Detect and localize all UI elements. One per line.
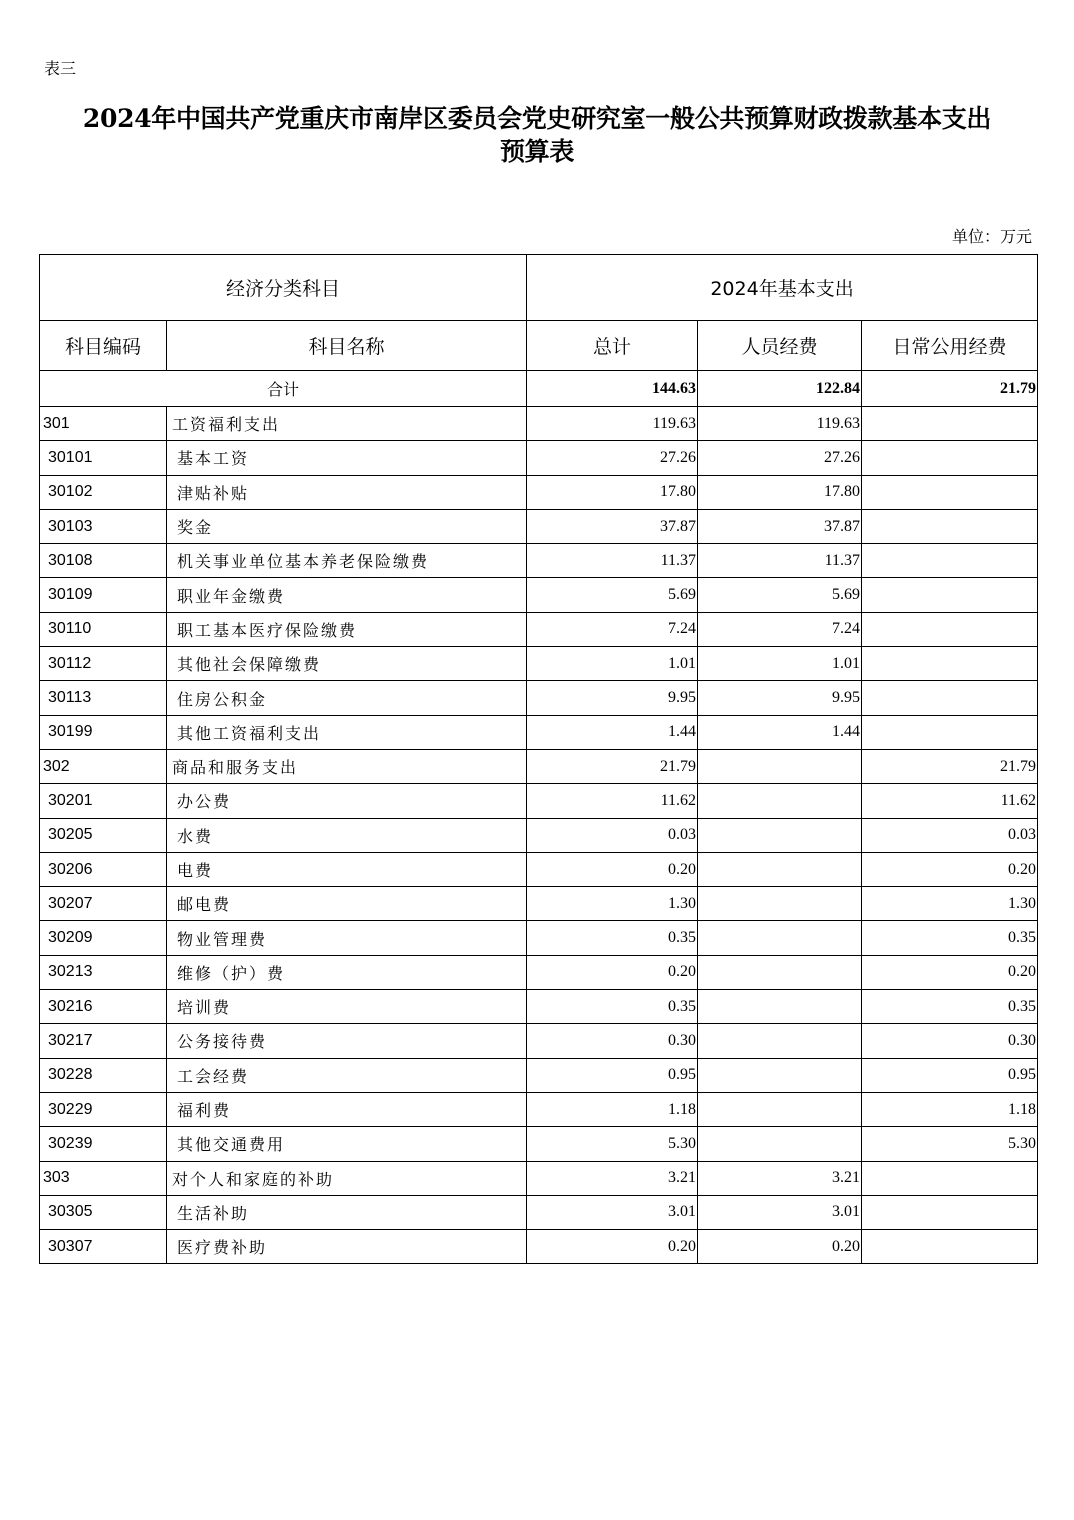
row-name: 办公费	[167, 784, 527, 818]
table-row	[40, 887, 1038, 921]
table-row	[40, 1127, 1038, 1161]
row-name: 商品和服务支出	[167, 749, 527, 783]
row-personnel	[698, 1127, 862, 1161]
row-total: 1.30	[527, 887, 698, 921]
row-code: 30206	[40, 852, 167, 886]
row-personnel	[698, 749, 862, 783]
table-row	[40, 852, 1038, 886]
table-row	[40, 1024, 1038, 1058]
header-code: 科目编码	[40, 321, 167, 371]
table-row	[40, 784, 1038, 818]
row-daily-public: 11.62	[862, 784, 1038, 818]
row-name: 电费	[167, 852, 527, 886]
row-daily-public	[862, 578, 1038, 612]
row-daily-public	[862, 544, 1038, 578]
row-name: 住房公积金	[167, 681, 527, 715]
row-total: 3.01	[527, 1195, 698, 1229]
row-daily-public: 0.35	[862, 990, 1038, 1024]
row-personnel	[698, 1092, 862, 1126]
row-code: 30201	[40, 784, 167, 818]
row-total: 11.62	[527, 784, 698, 818]
table-row	[40, 612, 1038, 646]
row-total: 9.95	[527, 681, 698, 715]
table-label: 表三	[44, 59, 77, 78]
row-total: 0.30	[527, 1024, 698, 1058]
table-row	[40, 647, 1038, 681]
row-name: 津贴补贴	[167, 475, 527, 509]
row-code: 30108	[40, 544, 167, 578]
table-row	[40, 1195, 1038, 1229]
row-code: 30199	[40, 715, 167, 749]
row-total: 11.37	[527, 544, 698, 578]
row-code: 30209	[40, 921, 167, 955]
row-personnel	[698, 921, 862, 955]
header-row-2	[40, 321, 1038, 371]
row-name: 职业年金缴费	[167, 578, 527, 612]
row-daily-public	[862, 1230, 1038, 1264]
row-code: 30102	[40, 475, 167, 509]
row-name: 其他社会保障缴费	[167, 647, 527, 681]
row-code: 30207	[40, 887, 167, 921]
row-daily-public: 21.79	[862, 749, 1038, 783]
page-title	[30, 102, 1044, 168]
row-personnel: 119.63	[698, 407, 862, 441]
row-personnel	[698, 1024, 862, 1058]
table-row	[40, 749, 1038, 783]
row-code: 30216	[40, 990, 167, 1024]
row-total: 0.20	[527, 852, 698, 886]
row-personnel: 27.26	[698, 441, 862, 475]
row-name: 其他交通费用	[167, 1127, 527, 1161]
row-name: 邮电费	[167, 887, 527, 921]
table-row	[40, 1058, 1038, 1092]
header-name: 科目名称	[167, 321, 527, 371]
row-personnel: 17.80	[698, 475, 862, 509]
row-code: 30101	[40, 441, 167, 475]
row-code: 30205	[40, 818, 167, 852]
row-daily-public	[862, 1195, 1038, 1229]
row-name: 维修（护）费	[167, 955, 527, 989]
row-personnel: 37.87	[698, 509, 862, 543]
row-daily-public: 5.30	[862, 1127, 1038, 1161]
row-name: 水费	[167, 818, 527, 852]
title-line-2: 预算表	[499, 137, 575, 166]
row-personnel	[698, 818, 862, 852]
row-total: 5.69	[527, 578, 698, 612]
row-personnel: 3.01	[698, 1195, 862, 1229]
row-total: 119.63	[527, 407, 698, 441]
row-total: 3.21	[527, 1161, 698, 1195]
row-code: 30228	[40, 1058, 167, 1092]
row-total: 0.20	[527, 1230, 698, 1264]
row-personnel: 11.37	[698, 544, 862, 578]
row-total: 1.18	[527, 1092, 698, 1126]
row-name: 机关事业单位基本养老保险缴费	[167, 544, 527, 578]
row-total: 0.95	[527, 1058, 698, 1092]
row-name: 培训费	[167, 990, 527, 1024]
row-name: 基本工资	[167, 441, 527, 475]
row-daily-public	[862, 612, 1038, 646]
row-personnel: 7.24	[698, 612, 862, 646]
row-code: 303	[40, 1161, 167, 1195]
row-total: 0.20	[527, 955, 698, 989]
row-total: 27.26	[527, 441, 698, 475]
row-code: 30110	[40, 612, 167, 646]
row-code: 30112	[40, 647, 167, 681]
table-row	[40, 407, 1038, 441]
row-code: 30213	[40, 955, 167, 989]
row-daily-public: 0.03	[862, 818, 1038, 852]
row-name: 工资福利支出	[167, 407, 527, 441]
budget-table	[39, 254, 1038, 1264]
row-daily-public: 1.18	[862, 1092, 1038, 1126]
title-line-1: 2024年中国共产党重庆市南岸区委员会党史研究室一般公共预算财政拨款基本支出	[82, 104, 992, 133]
row-total: 37.87	[527, 509, 698, 543]
row-code: 30239	[40, 1127, 167, 1161]
row-code: 302	[40, 749, 167, 783]
row-daily-public: 1.30	[862, 887, 1038, 921]
row-name: 生活补助	[167, 1195, 527, 1229]
total-daily-public: 21.79	[862, 371, 1038, 407]
table-row	[40, 1092, 1038, 1126]
header-row-1	[40, 255, 1038, 321]
row-code: 301	[40, 407, 167, 441]
table-row	[40, 578, 1038, 612]
table-row	[40, 990, 1038, 1024]
unit-label: 单位：万元	[951, 227, 1032, 246]
row-personnel: 5.69	[698, 578, 862, 612]
table-row	[40, 509, 1038, 543]
table-row	[40, 544, 1038, 578]
header-basic-expense: 2024年基本支出	[527, 255, 1038, 321]
total-row	[40, 371, 1038, 407]
row-personnel: 0.20	[698, 1230, 862, 1264]
row-name: 奖金	[167, 509, 527, 543]
row-daily-public	[862, 681, 1038, 715]
header-econ-category: 经济分类科目	[40, 255, 527, 321]
table-row	[40, 955, 1038, 989]
row-name: 物业管理费	[167, 921, 527, 955]
row-name: 工会经费	[167, 1058, 527, 1092]
row-daily-public: 0.35	[862, 921, 1038, 955]
row-total: 0.35	[527, 921, 698, 955]
row-name: 其他工资福利支出	[167, 715, 527, 749]
row-personnel: 9.95	[698, 681, 862, 715]
total-personnel: 122.84	[698, 371, 862, 407]
row-personnel	[698, 852, 862, 886]
row-daily-public: 0.95	[862, 1058, 1038, 1092]
row-total: 0.35	[527, 990, 698, 1024]
row-name: 公务接待费	[167, 1024, 527, 1058]
header-personnel: 人员经费	[698, 321, 862, 371]
row-daily-public	[862, 509, 1038, 543]
row-daily-public: 0.20	[862, 955, 1038, 989]
row-personnel: 1.01	[698, 647, 862, 681]
row-name: 职工基本医疗保险缴费	[167, 612, 527, 646]
row-code: 30229	[40, 1092, 167, 1126]
total-label: 合计	[40, 371, 527, 407]
row-code: 30305	[40, 1195, 167, 1229]
row-personnel	[698, 990, 862, 1024]
header-daily-public: 日常公用经费	[862, 321, 1038, 371]
table-row	[40, 681, 1038, 715]
row-code: 30103	[40, 509, 167, 543]
header-total: 总计	[527, 321, 698, 371]
row-code: 30109	[40, 578, 167, 612]
table-row	[40, 715, 1038, 749]
row-personnel	[698, 887, 862, 921]
row-personnel	[698, 784, 862, 818]
row-daily-public: 0.30	[862, 1024, 1038, 1058]
row-total: 21.79	[527, 749, 698, 783]
row-total: 1.44	[527, 715, 698, 749]
row-name: 对个人和家庭的补助	[167, 1161, 527, 1195]
row-code: 30217	[40, 1024, 167, 1058]
row-personnel	[698, 1058, 862, 1092]
table-row	[40, 475, 1038, 509]
row-total: 5.30	[527, 1127, 698, 1161]
table-row	[40, 1161, 1038, 1195]
row-code: 30307	[40, 1230, 167, 1264]
row-daily-public	[862, 475, 1038, 509]
row-personnel	[698, 955, 862, 989]
row-daily-public	[862, 441, 1038, 475]
row-code: 30113	[40, 681, 167, 715]
row-total: 1.01	[527, 647, 698, 681]
row-total: 0.03	[527, 818, 698, 852]
row-name: 福利费	[167, 1092, 527, 1126]
table-row	[40, 441, 1038, 475]
row-personnel: 3.21	[698, 1161, 862, 1195]
row-daily-public: 0.20	[862, 852, 1038, 886]
row-daily-public	[862, 407, 1038, 441]
table-row	[40, 921, 1038, 955]
row-name: 医疗费补助	[167, 1230, 527, 1264]
table-row	[40, 1230, 1038, 1264]
row-total: 7.24	[527, 612, 698, 646]
row-daily-public	[862, 1161, 1038, 1195]
row-daily-public	[862, 715, 1038, 749]
table-row	[40, 818, 1038, 852]
row-personnel: 1.44	[698, 715, 862, 749]
row-total: 17.80	[527, 475, 698, 509]
total-total: 144.63	[527, 371, 698, 407]
row-daily-public	[862, 647, 1038, 681]
